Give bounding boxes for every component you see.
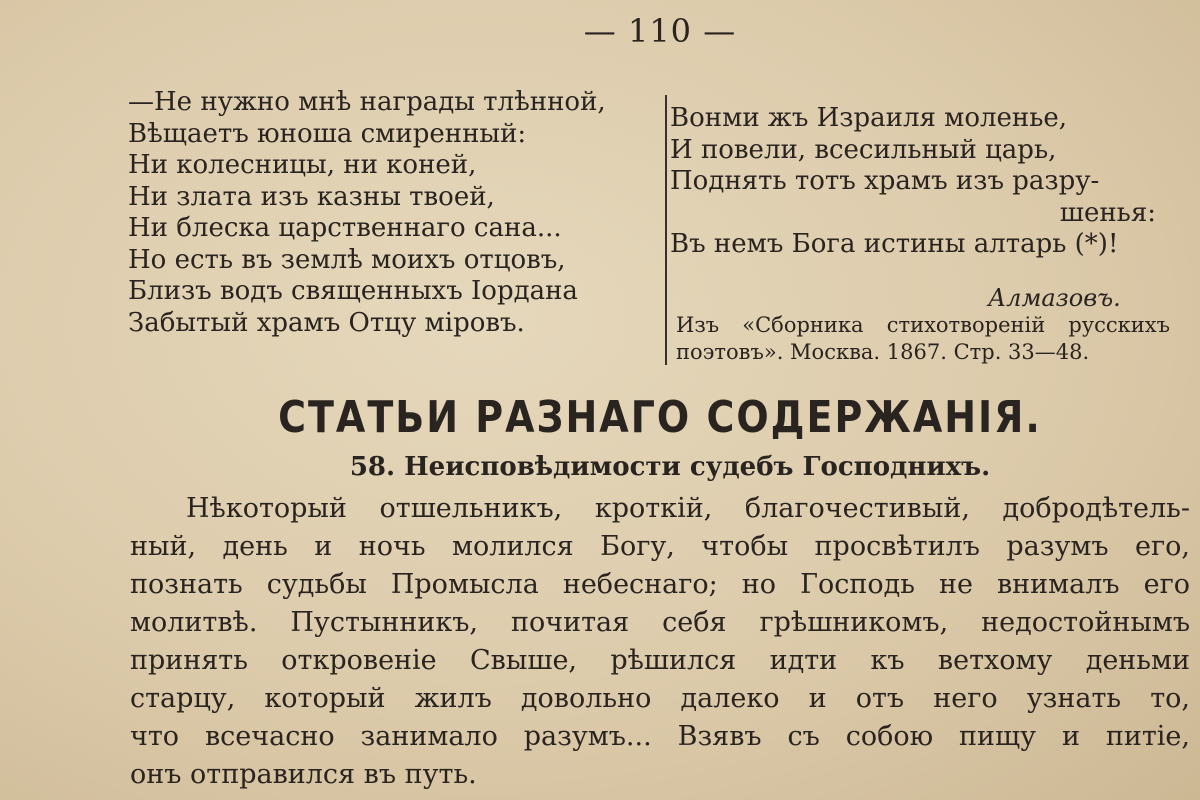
column-divider	[665, 95, 667, 365]
body-line: Нѣкоторый отшельникъ, кроткій, благочестивый, добродѣтель-	[186, 493, 1190, 524]
poem-line: Ни колесницы, ни коней,	[128, 150, 477, 180]
section-title: СТАТЬИ РАЗНАГО СОДЕРЖАНІЯ.	[278, 391, 1042, 443]
body-line: познать судьбы Промысла небеснаго; но Господь не внималъ его	[130, 569, 1190, 600]
poem-right-column	[670, 103, 1156, 261]
poem-line: Забытый храмъ Отцу міровъ.	[128, 307, 525, 338]
poem-line: Но есть въ землѣ моихъ отцовъ,	[128, 244, 566, 275]
poem-line: Поднять тотъ храмъ изъ разру-	[670, 166, 1100, 196]
page-number: — 110 —	[583, 12, 737, 50]
poem-line: Ни злата изъ казны твоей,	[128, 181, 495, 212]
body-line: принять откровеніе Свыше, рѣшился идти къ ветхому деньми	[130, 645, 1190, 676]
body-line: старцу, который жилъ довольно далеко и отъ него узнать то,	[130, 683, 1190, 714]
poem-left-column	[128, 87, 606, 339]
body-line: молитвѣ. Пустынникъ, почитая себя грѣшникомъ, недостойнымъ	[130, 607, 1190, 638]
body-line: ный, день и ночь молился Богу, чтобы просвѣтилъ разумъ его,	[130, 531, 1190, 562]
poem-line: Въ немъ Бога истины алтарь (*)!	[670, 229, 1119, 259]
article-body	[130, 490, 1190, 794]
poem-source-citation: Изъ «Сборника стихотвореній русскихъ поэтовъ». Москва. 1867. Стр. 33—48.	[676, 313, 1170, 364]
poem-line: Вѣщаетъ юноша смиренный:	[128, 118, 527, 149]
poem-line: Близъ водъ священныхъ Іордана	[128, 276, 578, 306]
poem-line-wrap: шенья:	[1059, 197, 1156, 228]
poem-line: Вонми жъ Израиля моленье,	[670, 103, 1068, 133]
body-line: что всечасно занимало разумъ... Взявъ съ собою пищу и питіе,	[130, 721, 1190, 752]
poem-author: Алмазовъ.	[988, 284, 1121, 312]
article-title: 58. Неисповѣдимости судебъ Господнихъ.	[349, 452, 991, 482]
poem-line: Ни блеска царственнаго сана...	[128, 213, 562, 243]
poem-line: —Не нужно мнѣ награды тлѣнной,	[128, 87, 606, 117]
poem-line: И повели, всесильный царь,	[670, 134, 1057, 165]
body-line: онъ отправился въ путь.	[130, 759, 477, 790]
